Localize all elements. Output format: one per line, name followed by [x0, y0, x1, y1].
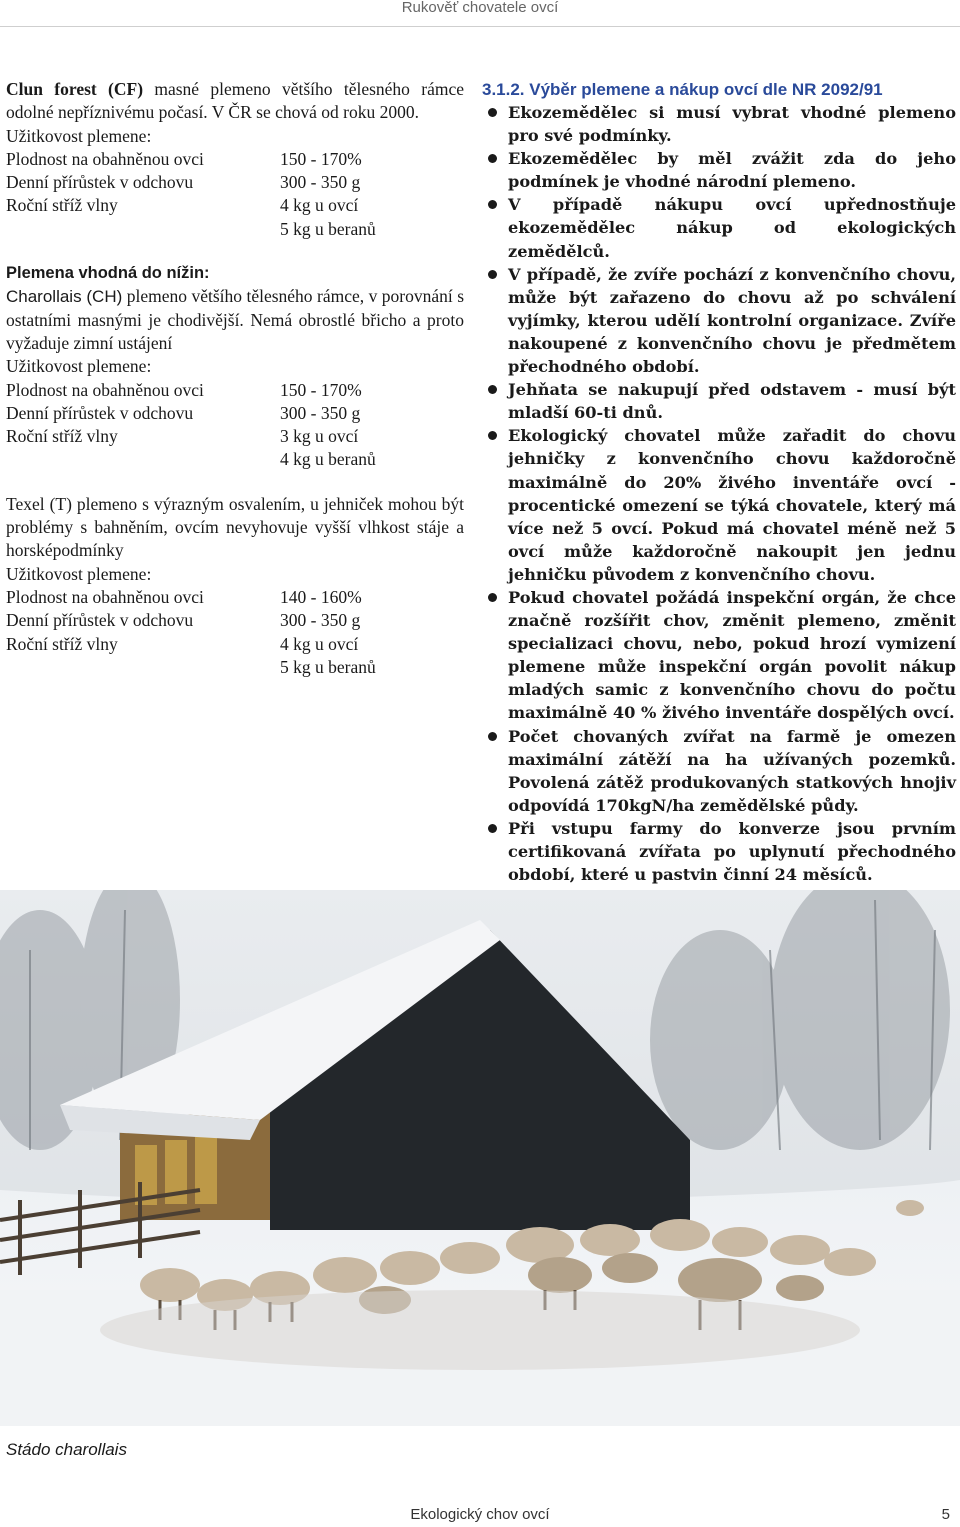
stat-value: 4 kg u beranů [280, 449, 376, 470]
rules-list [482, 101, 956, 886]
stat-label [6, 656, 280, 679]
left-column [6, 78, 464, 679]
stat-value: 4 kg u ovcí [280, 195, 359, 216]
stat-label: Roční stříž vlny [6, 633, 118, 654]
stat-label: Denní přírůstek v odchovu [6, 610, 194, 631]
cf-intro: masné plemeno většího tělesného rámce odolné nepříznivému počasí. V ČR se chová od roku 2000. [6, 79, 464, 123]
sheep-barn-photo [0, 890, 960, 1426]
cf-breed-name: Clun forest (CF) [6, 79, 144, 99]
stat-label: Roční stříž vlny [6, 426, 118, 447]
list-item: Ekozemědělec by měl zvážit zda do jeho podmínek je vhodné národní plemeno. [482, 147, 956, 193]
list-item: Ekozemědělec si musí vybrat vhodné plemeno pro své podmínky. [482, 101, 956, 147]
list-item: V případě nákupu ovcí upřednostňuje ekozemědělec nákup od ekologických zemědělců. [482, 193, 956, 262]
stat-label: Plodnost na obahněnou ovci [6, 586, 204, 607]
stat-label: Plodnost na obahněnou ovci [6, 148, 204, 169]
ch-intro: plemeno většího tělesného rámce, v porovnání s ostatními masnými je chodivější. Nemá obrostlé břicho a proto vyžaduje zimní ustájení [6, 286, 465, 353]
stat-value: 3 kg u ovcí [280, 426, 359, 447]
list-item: Pokud chovatel požádá inspekční orgán, že chce značně rozšířit chov, změnit plemeno, změnit specializaci chovu, nebo, pokud hrozí vymizení plemene může inspekční orgán povolit nákup mladých samic z konvenčního chovu do počtu maximálně 40 % živého inventáře dospělých ovcí. [482, 586, 956, 725]
list-item: Jehňata se nakupují před odstavem - musí být mladší 60-ti dnů. [482, 378, 956, 424]
list-item: Počet chovaných zvířat na farmě je omezen maximální zátěží na ha užívaných pozemků. Povolená zátěž produkovaných statkových hnojiv odpovídá 170kgN/ha zemědělské půdy. [482, 725, 956, 817]
stat-value: 150 - 170% [280, 148, 362, 169]
stat-row [6, 425, 464, 448]
stat-row [6, 218, 464, 241]
footer-title: Ekologický chov ovcí [410, 1506, 550, 1523]
stat-row [6, 402, 464, 425]
running-header: Rukověť chovatele ovcí [401, 0, 559, 16]
list-item: V případě, že zvíře pochází z konvenčního chovu, může být zařazeno do chovu až po schválení vyjímky, kterou udělí kontrolní organizace. Zvíře nakoupené z konvenčního chovu je předmětem přechodného období. [482, 263, 956, 378]
lowland-heading: Plemena vhodná do nížin: [6, 264, 210, 283]
photo-caption: Stádo charollais [6, 1440, 127, 1459]
texel-description [6, 493, 464, 563]
ch-stats-table [6, 379, 464, 472]
ch-utility-label: Užitkovost plemene: [6, 356, 152, 377]
texel-utility-label: Užitkovost plemene: [6, 563, 152, 584]
stat-row [6, 148, 464, 171]
stat-row [6, 586, 464, 609]
stat-row [6, 448, 464, 471]
stat-label: Plodnost na obahněnou ovci [6, 379, 204, 400]
list-item: Při vstupu farmy do konverze jsou prvním certifikovaná zvířata po uplynutí přechodného období, které u pastvin činní 24 měsíců. [482, 817, 956, 886]
texel-intro: plemeno s výrazným osvalením, u jehniček mohou být problémy s bahněním, ovcím nevyhovuje vyšší vlhkost stáje a horsképodmínky [6, 493, 464, 561]
stat-row [6, 656, 464, 679]
stat-label: Denní přírůstek v odchovu [6, 172, 194, 193]
stat-value: 300 - 350 g [280, 402, 361, 423]
stat-row [6, 379, 464, 402]
stat-value: 150 - 170% [280, 379, 362, 400]
stat-label [6, 448, 280, 471]
texel-breed-name: Texel (T) [6, 493, 72, 514]
stat-value: 300 - 350 g [280, 172, 361, 193]
stat-value: 4 kg u ovcí [280, 633, 359, 654]
ch-breed-name: Charollais (CH) [6, 287, 123, 307]
stat-row [6, 609, 464, 632]
page-number: 5 [941, 1506, 950, 1523]
cf-description [6, 78, 464, 125]
section-title: 3.1.2. Výběr plemene a nákup ovcí dle NR 2092/91 [482, 80, 883, 99]
stat-value: 5 kg u beranů [280, 656, 376, 677]
list-item: Ekologický chovatel může zařadit do chovu jehničky z konvenčního chovu každoročně maximálně do 20% živého inventáře ovcí - procentické omezení se týká chovatele, který má více než 5 ovcí. Pokud má chovatel méně než 5 ovcí může každoročně nakoupit jen jednu jehničku původem z konvenčního chovu. [482, 424, 956, 586]
header-divider [0, 26, 960, 27]
stat-row [6, 633, 464, 656]
stat-row [6, 194, 464, 217]
texel-stats-table [6, 586, 464, 679]
stat-value: 140 - 160% [280, 586, 362, 607]
stat-value: 300 - 350 g [280, 610, 361, 631]
stat-label [6, 218, 280, 241]
stat-label: Roční stříž vlny [6, 195, 118, 216]
stat-value: 5 kg u beranů [280, 218, 376, 239]
stat-label: Denní přírůstek v odchovu [6, 402, 194, 423]
cf-utility-label: Užitkovost plemene: [6, 125, 152, 146]
ch-description [6, 285, 464, 355]
stat-row [6, 171, 464, 194]
right-column [482, 78, 956, 886]
cf-stats-table [6, 148, 464, 241]
